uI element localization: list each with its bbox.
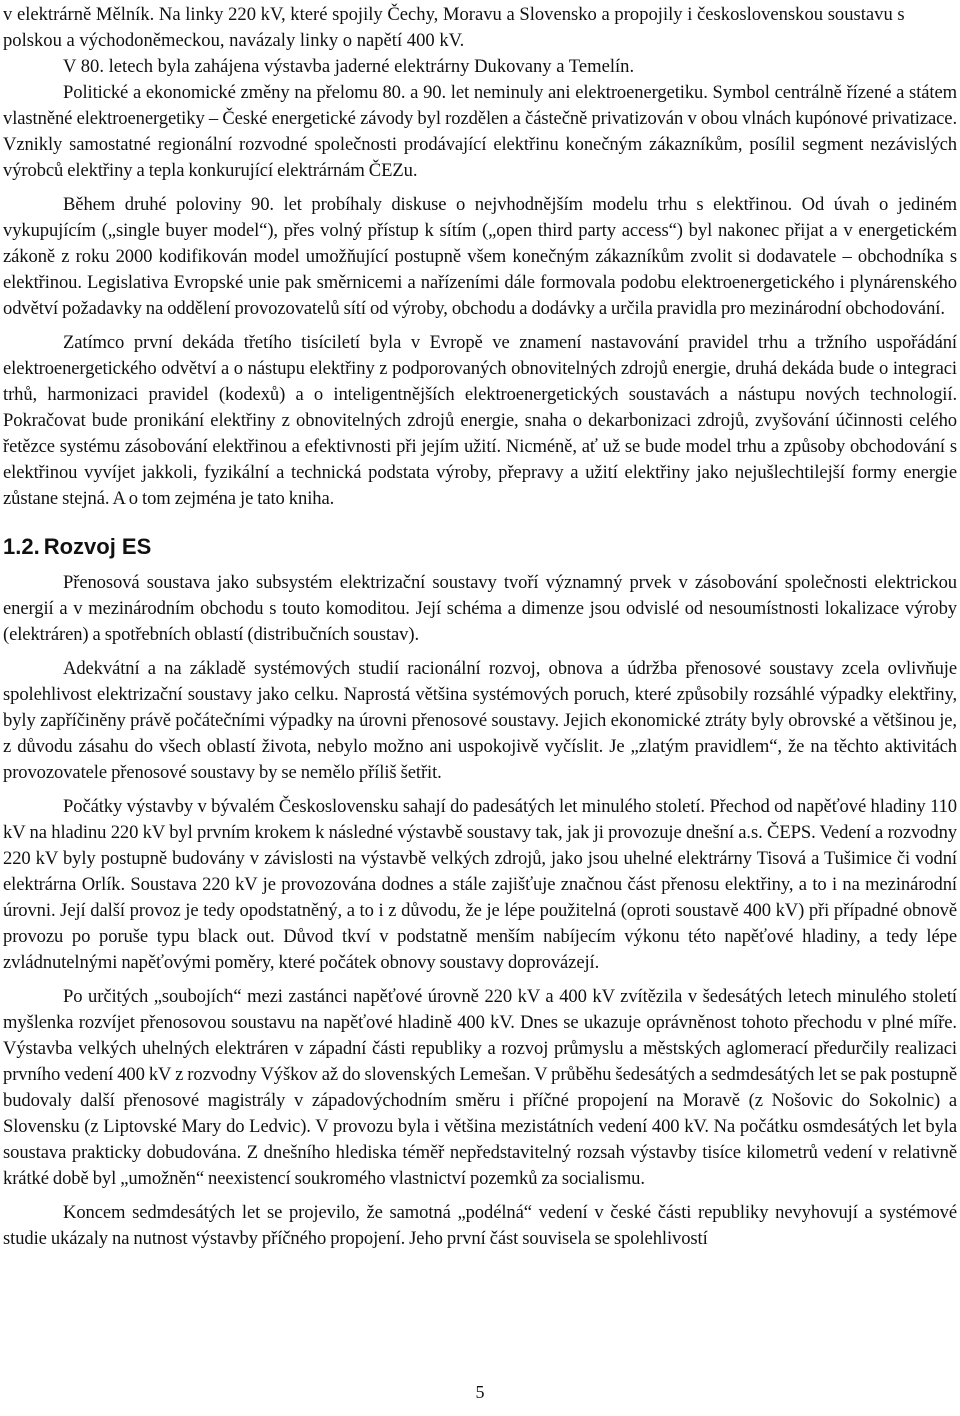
paragraph: v elektrárně Mělník. Na linky 220 kV, které spojily Čechy, Moravu a Slovensko a propojily i československou soustavu s polskou a východoněmeckou, navázaly linky o napětí 400 kV. [3,4,905,51]
paragraph: Zatímco první dekáda třetího tisíciletí byla v Evropě ve znamení nastavování pravidel trhu a tržního uspořádání elektroenergetického odvětví a o nástupu elektřiny z podporovaných obnovitelných zdrojů energie, druhá dekáda bude o integraci trhů, harmonizaci pravidel (kodexů) a o inteligentnějších elektroenergetických soustavách a nástupu nových technologií. Pokračovat bude pronikání elektřiny z obnovitelných zdrojů energie, snaha o dekarbonizaci zdrojů, zvyšování účinnosti celého řetězce systému zásobování elektřinou a efektivnosti při jejím užití. Nicméně, ať už se bude model trhu a způsoby obchodování s elektřinou vyvíjet jakkoli, fyzikální a technická podstata výroby, přepravy a užití elektřiny jako nejušlechtilejší formy energie zůstane stejná. A o tom zejména je tato kniha. [3,332,957,509]
paragraph: Po určitých „soubojích“ mezi zastánci napěťové úrovně 220 kV a 400 kV zvítězila v šedesátých letech minulého století myšlenka rozvíjet přenosovou soustavu na napěťové hladině 400 kV. Dnes se ukazuje oprávněnost tohoto přechodu v plné míře. Výstavba velkých uhelných elektráren v západní části republiky a rozvoj průmyslu a městských aglomerací předurčily realizaci prvního vedení 400 kV z rozvodny Výškov až do slovenských Lemešan. V průběhu šedesátých a sedmdesátých let se pak postupně budovaly další přenosové magistrály v západovýchodním směru i příčné propojení na Moravě (z Nošovic do Sokolnic) a Slovensku (z Liptovské Mary do Ledvic). V provozu byla i většina mezistátních vedení 400 kV. Na počátku osmdesátých let byla soustava prakticky dobudována. Z dnešního hlediska téměř nepředstavitelný rozsah výstavby tisíce kilometrů vedení v relativně krátké době byl „umožněn“ neexistencí soukromého vlastnictví pozemků za socialismu. [3,986,957,1189]
paragraph: Během druhé poloviny 90. let probíhaly diskuse o nejvhodnějším modelu trhu s elektřinou. Od úvah o jediném vykupujícím („single buyer model“), přes volný přístup k sítím („open third party access“) byl nakonec přijat a v energetickém zákoně z roku 2000 kodifikován model umožňující postupně všem konečným zákazníkům zvolit si dodavatele – obchodníka s elektřinou. Legislativa Evropské unie pak směrnicemi a nařízeními dále formovala podobu elektroenergetického i plynárenského odvětví požadavky na oddělení provozovatelů sítí od výroby, obchodu a dodávky a určila pravidla pro mezinárodní obchodování. [3,194,957,319]
paragraph: Koncem sedmdesátých let se projevilo, že samotná „podélná“ vedení v české části republiky nevyhovují a systémové studie ukázaly na nutnost výstavby příčného propojení. Jeho první část souvisela se spolehlivostí [3,1202,957,1249]
paragraph: Počátky výstavby v bývalém Československu sahají do padesátých let minulého století. Přechod od napěťové hladiny 110 kV na hladinu 220 kV byl prvním krokem k následné výstavbě soustavy tak, jak ji provozuje dnešní a.s. ČEPS. Vedení a rozvodny 220 kV byly postupně budovány v závislosti na výstavbě velkých zdrojů, jako jsou uhelné elektrárny Tisová a Tušimice či vodní elektrárna Orlík. Soustava 220 kV je provozována dodnes a stále zajišťuje značnou část přenosu elektřiny, a to i na mezinárodní úrovni. Její další provoz je tedy opodstatněný, a to i z důvodu, že je lépe použitelná (oproti soustavě 400 kV) při případné obnově provozu po poruše typu black out. Důvod tkví v podstatně menším nabíjecím výkonu této napěťové hladiny, a tedy lépe zvládnutelnými napěťovými poměry, které počátek obnovy soustavy doprovázejí. [3,796,957,973]
paragraph: V 80. letech byla zahájena výstavba jaderné elektrárny Dukovany a Temelín. [63,56,635,77]
section-heading [3,534,957,560]
page-number: 5 [475,1382,485,1402]
section-number: 1.2. [3,534,40,559]
paragraph: Adekvátní a na základě systémových studií racionální rozvoj, obnova a údržba přenosové soustavy zcela ovlivňuje spolehlivost elektrizační soustavy jako celku. Naprostá většina systémových poruch, které způsobily rozsáhlé výpadky elektřiny, byly zapříčiněny právě počátečními výpadky na úrovni přenosové soustavy. Jejich ekonomické ztráty byly obrovské a většinou je, z důvodu zásahu do všech oblastí života, nebylo možno ani uspokojivě vyčíslit. Je „zlatým pravidlem“, že na těchto aktivitách provozovatele přenosové soustavy by se nemělo příliš šetřit. [3,658,957,783]
section-title: Rozvoj ES [43,534,152,559]
paragraph: Politické a ekonomické změny na přelomu 80. a 90. let neminuly ani elektroenergetiku. Symbol centrálně řízené a státem vlastněné elektroenergetiky – České energetické závody byl rozdělen a částečně privatizován v obou vlnách kupónové privatizace. Vznikly samostatné regionální rozvodné společnosti prodávající elektřinu konečným zákazníkům, posílil segment nezávislých výrobců elektřiny a tepla konkurující elektrárnám ČEZu. [3,82,957,181]
paragraph: Přenosová soustava jako subsystém elektrizační soustavy tvoří významný prvek v zásobování společnosti elektrickou energií a v mezinárodním obchodu s touto komoditou. Její schéma a dimenze jsou odvislé od nesoumístnosti lokalizace výroby (elektráren) a spotřebních oblastí (distribučních soustav). [3,572,957,645]
